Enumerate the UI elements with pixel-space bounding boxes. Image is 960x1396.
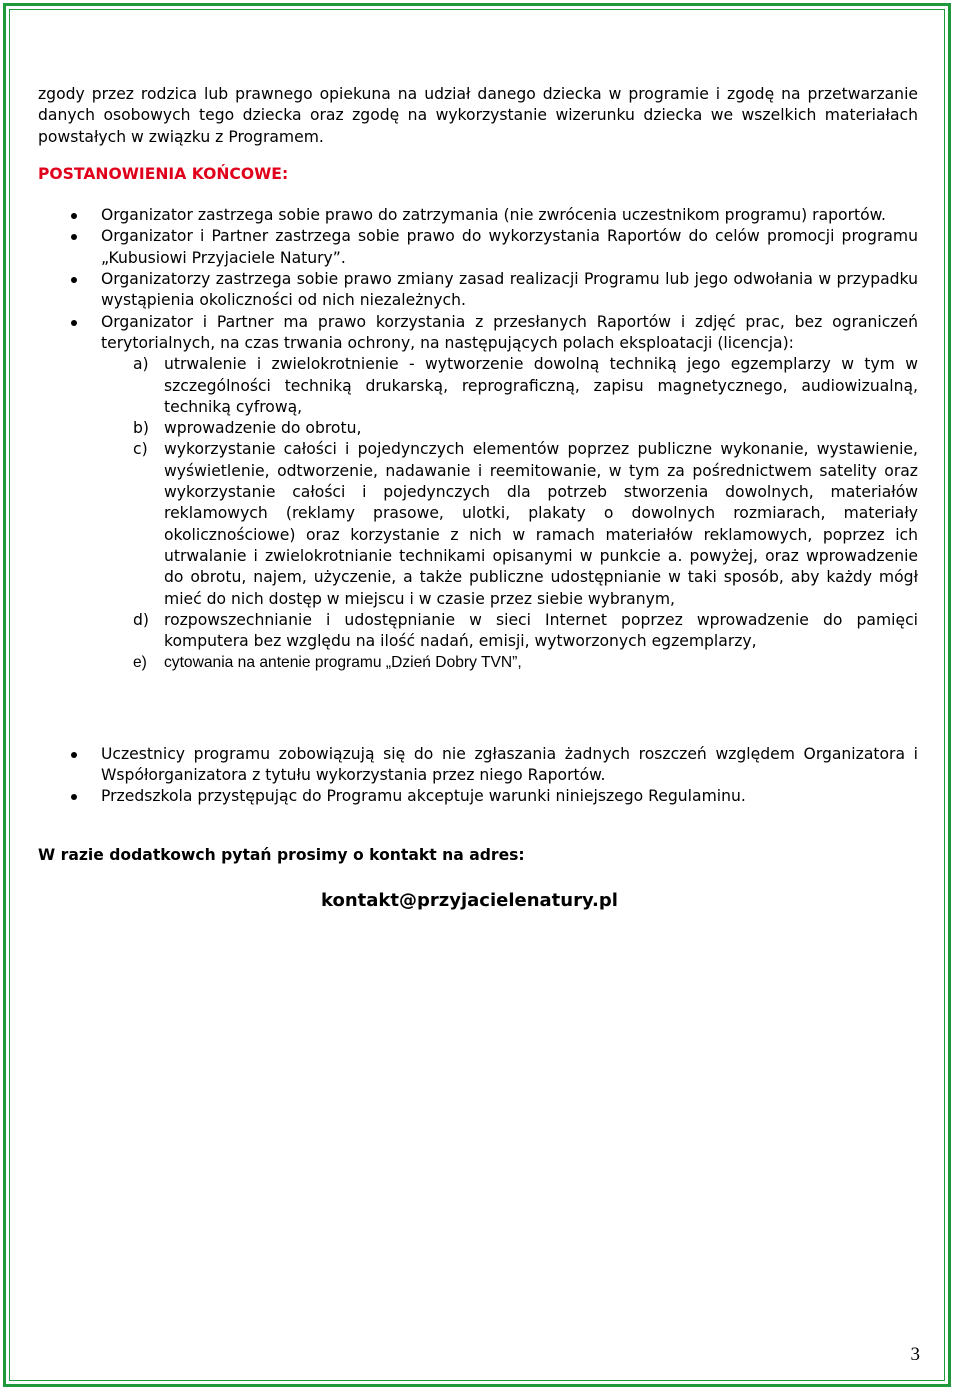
bullet-item: Przedszkola przystępując do Programu akceptuje warunki niniejszego Regulaminu. <box>38 786 918 807</box>
bullet-item: Uczestnicy programu zobowiązują się do nie zgłaszania żadnych roszczeń względem Organizatora i Współorganizatora z tytułu wykorzystania przez niego Raportów. <box>38 744 918 787</box>
sub-item <box>101 354 918 418</box>
bullet-item <box>38 312 918 674</box>
bullet-item: Organizator zastrzega sobie prawo do zatrzymania (nie zwrócenia uczestnikom programu) raportów. <box>38 205 918 226</box>
sub-item-text: wykorzystanie całości i pojedynczych elementów poprzez publiczne wykonanie, wystawienie, wyświetlenie, odtworzenie, nadawanie i reemitowanie, w tym za pośrednictwem satelity oraz wykorzystanie całości i pojedynczych dla potrzeb stworzenia dowolnych, materiałów reklamowych (reklamy prasowe, ulotki, plakaty o dowolnych rozmiarach, materiały okolicznościowe) oraz korzystanie z nich w ramach materiałów reklamowych, poprzez ich utrwalanie i zwielokrotnianie technikami opisanymi w punkcie a. powyżej, oraz wprowadzenie do obrotu, najem, użyczenie, a także publiczne udostępnianie w taki sposób, aby każdy mógł mieć do nich dostęp w miejscu i w czasie przez siebie wybranym, <box>164 440 918 608</box>
sub-item-text: cytowania na antenie programu „Dzień Dobry TVN”, <box>164 654 522 672</box>
sub-item <box>101 418 918 439</box>
bullet-item: Organizator i Partner zastrzega sobie prawo do wykorzystania Raportów do celów promocji programu „Kubusiowi Przyjaciele Natury”. <box>38 226 918 269</box>
bullet-item: Organizatorzy zastrzega sobie prawo zmiany zasad realizacji Programu lub jego odwołania w przypadku wystąpienia okoliczności od nich niezależnych. <box>38 269 918 312</box>
bullet-list <box>38 205 918 674</box>
sub-item-letter: e) <box>133 654 147 672</box>
intro-paragraph: zgody przez rodzica lub prawnego opiekuna na udział danego dziecka w programie i zgodę na przetwarzanie danych osobowych tego dziecka oraz zgodę na wykorzystanie wizerunku dziecka we wszelkich materiałach powstałych w związku z Programem. <box>38 85 918 146</box>
sub-item-letter: a) <box>133 355 149 374</box>
page-number: 3 <box>910 1344 920 1365</box>
sub-item <box>101 652 918 673</box>
sub-item-letter: d) <box>133 610 149 629</box>
sub-item-text: rozpowszechnianie i udostępnianie w sieci Internet poprzez wprowadzenie do pamięci komputera bez względu na ilość nadań, emisji, wytworzonych egzemplarzy, <box>164 610 918 651</box>
contact-email[interactable]: kontakt@przyjacielenatury.pl <box>321 889 618 911</box>
bullet-item-text: Organizator i Partner ma prawo korzystania z przesłanych Raportów i zdjęć prac, bez ograniczeń terytorialnych, na czas trwania ochrony, na następujących polach eksploatacji (licencja): <box>101 312 918 352</box>
sub-item-letter: c) <box>133 440 148 459</box>
sub-item <box>101 439 918 609</box>
license-fields-list <box>101 354 918 673</box>
contact-question: W razie dodatkowch pytań prosimy o kontakt na adres: <box>38 845 525 864</box>
sub-item-text: wprowadzenie do obrotu, <box>164 419 362 438</box>
section-heading: POSTANOWIENIA KOŃCOWE: <box>38 164 289 183</box>
document-body <box>38 84 918 911</box>
sub-item-text: utrwalenie i zwielokrotnienie - wytworzenie dowolną techniką jego egzemplarzy w tym w szczególności techniką drukarską, reprograficzną, zapisu magnetycznego, audiowizualną, techniką cyfrową, <box>164 355 918 416</box>
sub-item <box>101 610 918 653</box>
sub-item-letter: b) <box>133 419 149 438</box>
bullet-list-final <box>38 744 918 808</box>
